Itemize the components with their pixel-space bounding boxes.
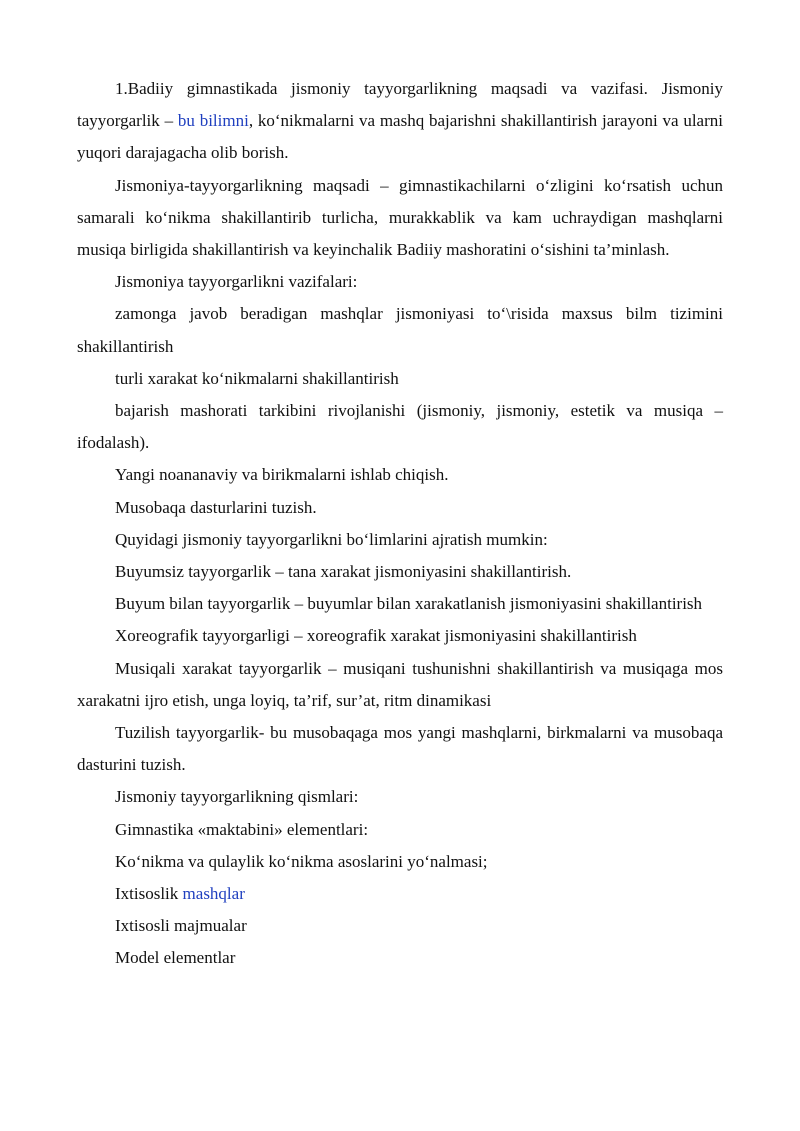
paragraph-15: Jismoniy tayyorgarlikning qismlari: xyxy=(115,787,359,807)
paragraph-16: Gimnastika «maktabini» elementlari: xyxy=(115,819,369,839)
paragraph-18-text: Ixtisoslik xyxy=(115,884,183,904)
paragraph-20: Model elementlar xyxy=(115,948,236,968)
bu-bilimni-link[interactable]: bu bilimni xyxy=(177,111,249,131)
paragraph-12: Xoreografik tayyorgarligi – xoreografik xarakat jismoniyasini shakillantirish xyxy=(115,626,637,646)
paragraph-13: Musiqali xarakat tayyorgarlik – musiqani tushunishni shakillantirish va musiqaga mos xarakatni ijro etish, unga loyiq, ta’rif, sur’at, ritm dinamikasi xyxy=(77,658,723,710)
paragraph-4: zamonga javob beradigan mashqlar jismoniyasi to‘\risida maxsus bilm tizimini shakillantirish xyxy=(77,304,723,356)
paragraph-11: Buyum bilan tayyorgarlik – buyumlar bilan xarakatlanish jismoniyasini shakillantirish xyxy=(115,594,703,614)
paragraph-14: Tuzilish tayyorgarlik- bu musobaqaga mos yangi mashqlarni, birkmalarni va musobaqa dasturini tuzish. xyxy=(77,723,723,775)
paragraph-1 xyxy=(77,73,723,170)
document-page xyxy=(77,73,723,975)
paragraph-3: Jismoniya tayyorgarlikni vazifalari: xyxy=(115,272,358,292)
paragraph-5: turli xarakat ko‘nikmalarni shakillantirish xyxy=(115,368,399,388)
paragraph-8: Musobaqa dasturlarini tuzish. xyxy=(115,497,317,517)
paragraph-10: Buyumsiz tayyorgarlik – tana xarakat jismoniyasini shakillantirish. xyxy=(115,562,572,582)
paragraph-18 xyxy=(77,878,723,910)
paragraph-2: Jismoniya-tayyorgarlikning maqsadi – gimnastikachilarni o‘zligini ko‘rsatish uchun samarali ko‘nikma shakillantirib turlicha, murakkablik va kam uchraydigan mashqlarni musiqa birligida shakillantirish va keyinchalik Badiiy mashoratini o‘sishini ta’minlash. xyxy=(77,175,723,260)
paragraph-9: Quyidagi jismoniy tayyorgarlikni bo‘limlarini ajratish mumkin: xyxy=(115,529,548,549)
paragraph-7: Yangi noananaviy va birikmalarni ishlab chiqish. xyxy=(115,465,449,485)
paragraph-1-text-end: , ko‘nikmalarni va mashq bajarishni shakillantirish jarayoni va ularni yuqori darajagacha olib borish. xyxy=(77,111,723,163)
paragraph-19: Ixtisosli majmualar xyxy=(115,916,247,936)
mashqlar-link[interactable]: mashqlar xyxy=(182,884,245,904)
paragraph-6: bajarish mashorati tarkibini rivojlanishi (jismoniy, jismoniy, estetik va musiqa – ifodalash). xyxy=(77,401,723,453)
paragraph-1-text-start: 1.Badiiy gimnastikada jismoniy tayyorgarlikning maqsadi va vazifasi. Jismoniy tayyorgarlik – xyxy=(77,79,723,131)
paragraph-17: Ko‘nikma va qulaylik ko‘nikma asoslarini yo‘nalmasi; xyxy=(115,851,488,871)
